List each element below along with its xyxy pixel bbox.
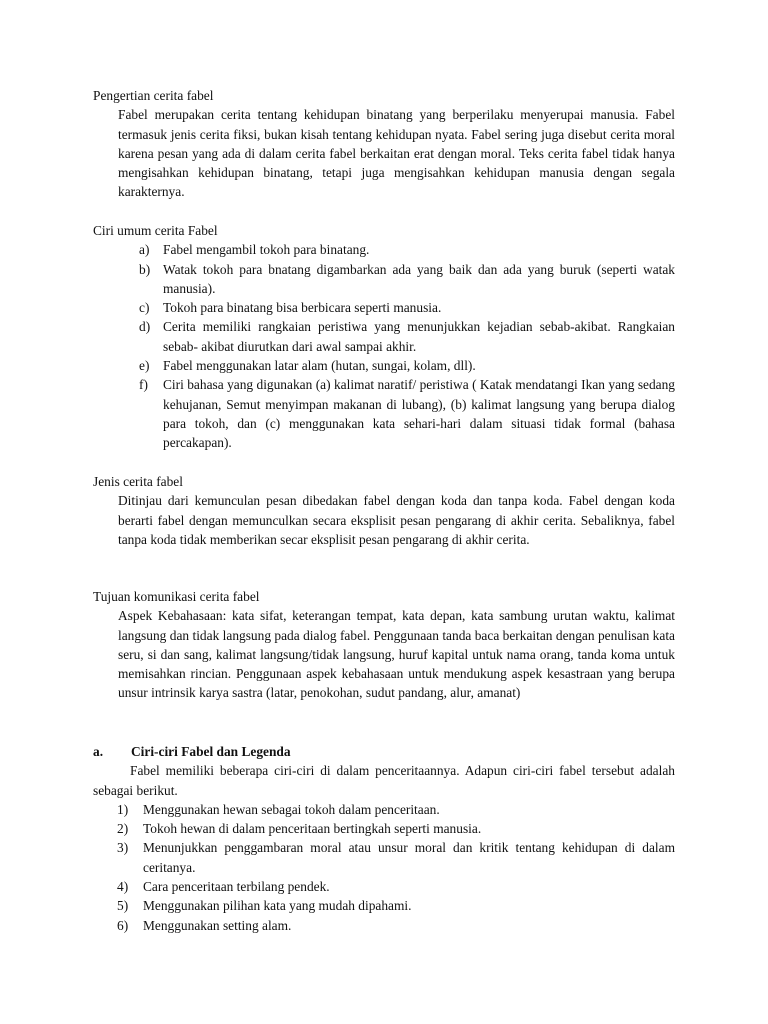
section-heading: Tujuan komunikasi cerita fabel [93,589,260,604]
section-letter: a. [93,744,104,759]
section-paragraph: Ditinjau dari kemunculan pesan dibedakan fabel dengan koda dan tanpa koda. Fabel dengan koda berarti fabel dengan memunculkan secara eksplisit pesan pengarang di akhir cerita. Sebaliknya, fabel tanpa koda tidak memberikan secar eksplisit pesan pengarang di akhir cerita. [118,493,675,547]
ciri-umum-list [93,240,675,452]
section-pengertian [93,86,675,202]
list-marker: e) [139,358,150,374]
list-item [93,375,675,452]
list-item [93,916,675,935]
list-marker: 5) [117,898,129,914]
list-item [93,298,675,317]
section-ciri-umum [93,221,675,453]
list-item [93,317,675,356]
list-item [93,240,675,259]
list-item-text: Menggunakan hewan sebagai tokoh dalam penceritaan. [143,801,440,817]
list-marker: 3) [117,840,129,856]
list-item [93,838,675,877]
list-marker: 4) [117,879,129,895]
list-item-text: Menggunakan setting alam. [143,917,292,933]
list-item-text: Tokoh para binatang bisa berbicara seperti manusia. [163,300,442,316]
section-heading: Pengertian cerita fabel [93,88,214,103]
section-paragraph: Fabel merupakan cerita tentang kehidupan binatang yang berperilaku menyerupai manusia. Fabel termasuk jenis cerita fiksi, bukan kisah tentang kehidupan nyata. Fabel sering juga disebut cerita moral karena pesan yang ada di dalam cerita fabel berkaitan erat dengan moral. Teks cerita fabel tidak hanya mengisahkan kehidupan binatang, tetapi juga mengisahkan kehidupan manusia dengan segala karakternya. [118,107,675,200]
section-paragraph: Aspek Kebahasaan: kata sifat, keterangan tempat, kata depan, kata sambung urutan waktu, kalimat langsung dan tidak langsung pada dialog fabel. Penggunaan tanda baca berkaitan dengan penulisan kata seru, si dan sang, kalimat langsung/tidak langsung, huruf kapital untuk nama orang, tanda koma untuk memisahkan rincian. Penggunaan aspek kebahasaan untuk mendukung aspek kesastraan yang berupa unsur intrinsik karya sastra (latar, penokohan, sudut pandang, alur, amanat) [118,608,675,701]
ciri-ciri-list [93,800,675,935]
list-item [93,819,675,838]
list-item-text: Fabel mengambil tokoh para binatang. [163,242,370,258]
list-item-text: Menggunakan pilihan kata yang mudah dipahami. [143,898,412,914]
list-marker: c) [139,300,150,316]
section-jenis [93,472,675,549]
section-heading: Jenis cerita fabel [93,474,183,489]
list-item-text: Cara penceritaan terbilang pendek. [143,879,330,895]
list-item-text: Tokoh hewan di dalam penceritaan bertingkah seperti manusia. [143,821,482,837]
list-marker: a) [139,242,150,258]
section-a-heading [93,742,675,761]
list-item-text: Fabel menggunakan latar alam (hutan, sungai, kolam, dll). [163,358,476,374]
list-item-text: Ciri bahasa yang digunakan (a) kalimat naratif/ peristiwa ( Katak mendatangi Ikan yang sedang kehujanan, Semut menyimpan makanan di lubang), (b) kalimat langsung yang berupa dialog para tokoh, dan (c) menggunakan kata sehari-hari dalam situasi tidak formal (bahasa percakapan). [163,377,675,451]
list-marker: 2) [117,821,129,837]
list-marker: d) [139,319,151,335]
list-marker: b) [139,261,151,277]
list-item-text: Menunjukkan penggambaran moral atau unsur moral dan kritik tentang kehidupan di dalam ceritanya. [143,840,675,875]
list-item [93,260,675,299]
section-a-intro: Fabel memiliki beberapa ciri-ciri di dalam penceritaannya. Adapun ciri-ciri fabel tersebut adalah sebagai berikut. [93,763,675,798]
list-item [93,356,675,375]
list-item-text: Watak tokoh para bnatang digambarkan ada yang baik dan ada yang buruk (seperti watak manusia). [163,261,675,296]
list-marker: f) [139,377,148,393]
list-item [93,800,675,819]
section-heading: Ciri umum cerita Fabel [93,223,218,238]
list-item-text: Cerita memiliki rangkaian peristiwa yang menunjukkan kejadian sebab-akibat. Rangkaian sebab- akibat diurutkan dari awal sampai akhir. [163,319,675,354]
section-tujuan [93,587,675,703]
list-marker: 1) [117,801,129,817]
list-item [93,877,675,896]
section-a-title: Ciri-ciri Fabel dan Legenda [131,744,291,759]
list-item [93,896,675,915]
list-marker: 6) [117,917,129,933]
section-a [93,742,675,935]
